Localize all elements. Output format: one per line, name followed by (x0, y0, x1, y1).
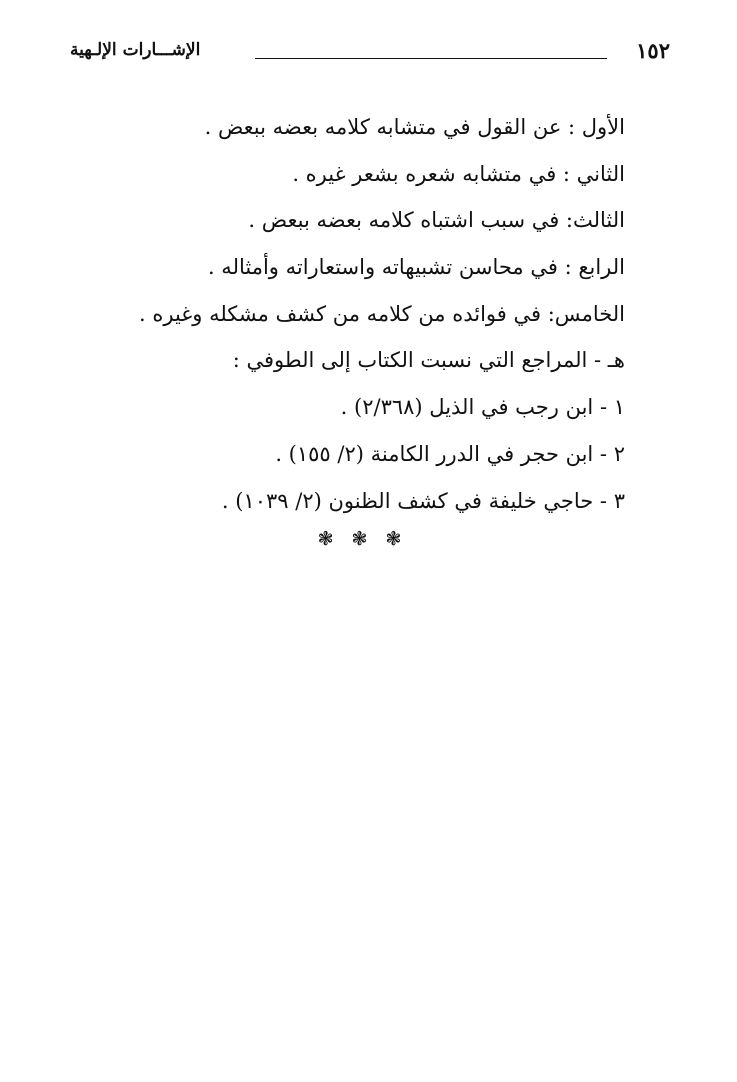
text-line-fifth-section: الخامس: في فوائده من كلامه من كشف مشكله وغيره . (139, 301, 625, 326)
references-heading: هـ - المراجع التي نسبت الكتاب إلى الطوفي : (232, 348, 625, 373)
page-number: ١٥٢ (636, 38, 670, 63)
text-line-third-section: الثالث: في سبب اشتباه كلامه بعضه ببعض . (248, 208, 625, 233)
reference-item-2: ٢ - ابن حجر في الدرر الكامنة (٢/ ١٥٥) . (275, 441, 625, 466)
running-title: الإشـــارات الإلـهية (70, 40, 201, 60)
text-line-first-section: الأول : عن القول في متشابه كلامه بعضه ببعض . (204, 115, 625, 139)
running-header (70, 38, 670, 68)
header-rule (255, 58, 607, 59)
reference-item-1: ١ - ابن رجب في الذيل (٢/٣٦٨) . (340, 395, 625, 420)
section-end-ornament: ❃ ❃ ❃ (317, 528, 408, 550)
text-line-fourth-section: الرابع : في محاسن تشبيهاته واستعاراته وأمثاله . (207, 255, 625, 280)
body-text (125, 104, 625, 524)
reference-item-3: ٣ - حاجي خليفة في كشف الظنون (٢/ ١٠٣٩) . (221, 488, 625, 513)
text-line-second-section: الثاني : في متشابه شعره بشعر غيره . (292, 161, 625, 186)
